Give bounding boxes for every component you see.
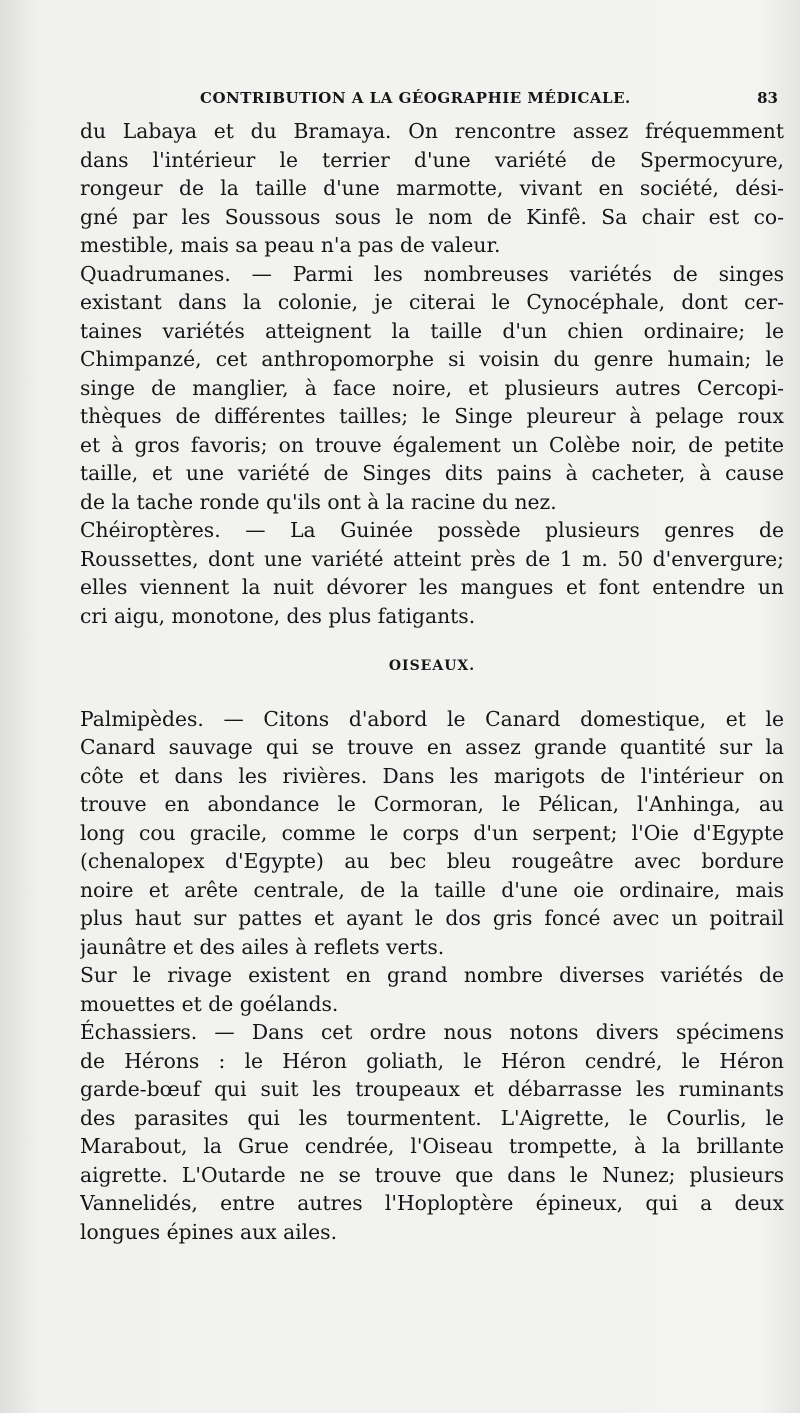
section-heading-oiseaux: OISEAUX. bbox=[388, 658, 476, 674]
text-line: longues épines aux ailes. bbox=[80, 1219, 338, 1244]
text-line: long cou gracile, comme le corps d'un serpent; l'Oie d'Egypte bbox=[80, 820, 784, 845]
text-line: rongeur de la taille d'une marmotte, vivant en société, dési- bbox=[80, 176, 784, 200]
text-line: thèques de différentes tailles; le Singe pleureur à pelage roux bbox=[80, 404, 784, 428]
text-line: et à gros favoris; on trouve également un Colèbe noir, de petite bbox=[80, 432, 784, 457]
text-line: des parasites qui les tourmentent. L'Aigrette, le Courlis, le bbox=[80, 1105, 784, 1130]
text-line: Chimpanzé, cet anthropomorphe si voisin du genre humain; le bbox=[80, 347, 784, 371]
text-line: (chenalopex d'Egypte) au bec bleu rougeâtre avec bordure bbox=[80, 849, 784, 873]
text-line: existant dans la colonie, je citerai le Cynocéphale, dont cer- bbox=[80, 290, 784, 314]
text-line: taines variétés atteignent la taille d'un chien ordinaire; le bbox=[80, 318, 784, 343]
text-line-echassiers: Échassiers. — Dans cet ordre nous notons divers spécimens bbox=[80, 1020, 784, 1044]
text-line: cri aigu, monotone, des plus fatigants. bbox=[80, 603, 476, 628]
page-body bbox=[80, 117, 784, 1246]
text-line: de Hérons : le Héron goliath, le Héron cendré, le Héron bbox=[80, 1048, 784, 1073]
page-number: 83 bbox=[757, 89, 778, 107]
text-line: mestible, mais sa peau n'a pas de valeur. bbox=[80, 233, 501, 257]
text-line: mouettes et de goélands. bbox=[80, 991, 339, 1016]
text-line: Canard sauvage qui se trouve en assez grande quantité sur la bbox=[80, 735, 784, 759]
text-line: garde-bœuf qui suit les troupeaux et débarrasse les ruminants bbox=[80, 1077, 784, 1101]
running-title: CONTRIBUTION A LA GÉOGRAPHIE MÉDICALE. bbox=[200, 89, 631, 107]
text-line: Roussettes, dont une variété atteint près de 1 m. 50 d'envergure; bbox=[80, 546, 784, 571]
text-line: elles viennent la nuit dévorer les mangues et font entendre un bbox=[80, 575, 784, 599]
text-line-cheiropteres: Chéiroptères. — La Guinée possède plusieurs genres de bbox=[80, 518, 784, 542]
text-line: trouve en abondance le Cormoran, le Pélican, l'Anhinga, au bbox=[80, 792, 784, 816]
text-line: noire et arête centrale, de la taille d'une oie ordinaire, mais bbox=[80, 877, 784, 902]
text-line-palmipedes: Palmipèdes. — Citons d'abord le Canard domestique, et le bbox=[80, 706, 784, 731]
text-line-quadrumanes: Quadrumanes. — Parmi les nombreuses variétés de singes bbox=[80, 261, 784, 286]
text-line: dans l'intérieur le terrier d'une variété de Spermocyure, bbox=[80, 147, 784, 172]
text-line: Vannelidés, entre autres l'Hoploptère épineux, qui a deux bbox=[80, 1191, 784, 1215]
text-line: singe de manglier, à face noire, et plusieurs autres Cercopi- bbox=[80, 375, 784, 400]
text-line: plus haut sur pattes et ayant le dos gris foncé avec un poitrail bbox=[80, 906, 784, 930]
text-line: côte et dans les rivières. Dans les marigots de l'intérieur on bbox=[80, 763, 784, 788]
text-line: de la tache ronde qu'ils ont à la racine du nez. bbox=[80, 489, 557, 514]
text-line: du Labaya et du Bramaya. On rencontre assez fréquemment bbox=[80, 119, 784, 143]
text-line: aigrette. L'Outarde ne se trouve que dans le Nunez; plusieurs bbox=[80, 1162, 784, 1187]
text-line: Sur le rivage existent en grand nombre diverses variétés de bbox=[80, 963, 784, 987]
text-line: jaunâtre et des ailes à reflets verts. bbox=[80, 934, 445, 959]
text-line: gné par les Soussous sous le nom de Kinfê. Sa chair est co- bbox=[80, 204, 784, 229]
text-line: taille, et une variété de Singes dits pains à cacheter, à cause bbox=[80, 461, 784, 485]
page-header bbox=[80, 89, 800, 115]
text-line: Marabout, la Grue cendrée, l'Oiseau trompette, à la brillante bbox=[80, 1134, 784, 1158]
